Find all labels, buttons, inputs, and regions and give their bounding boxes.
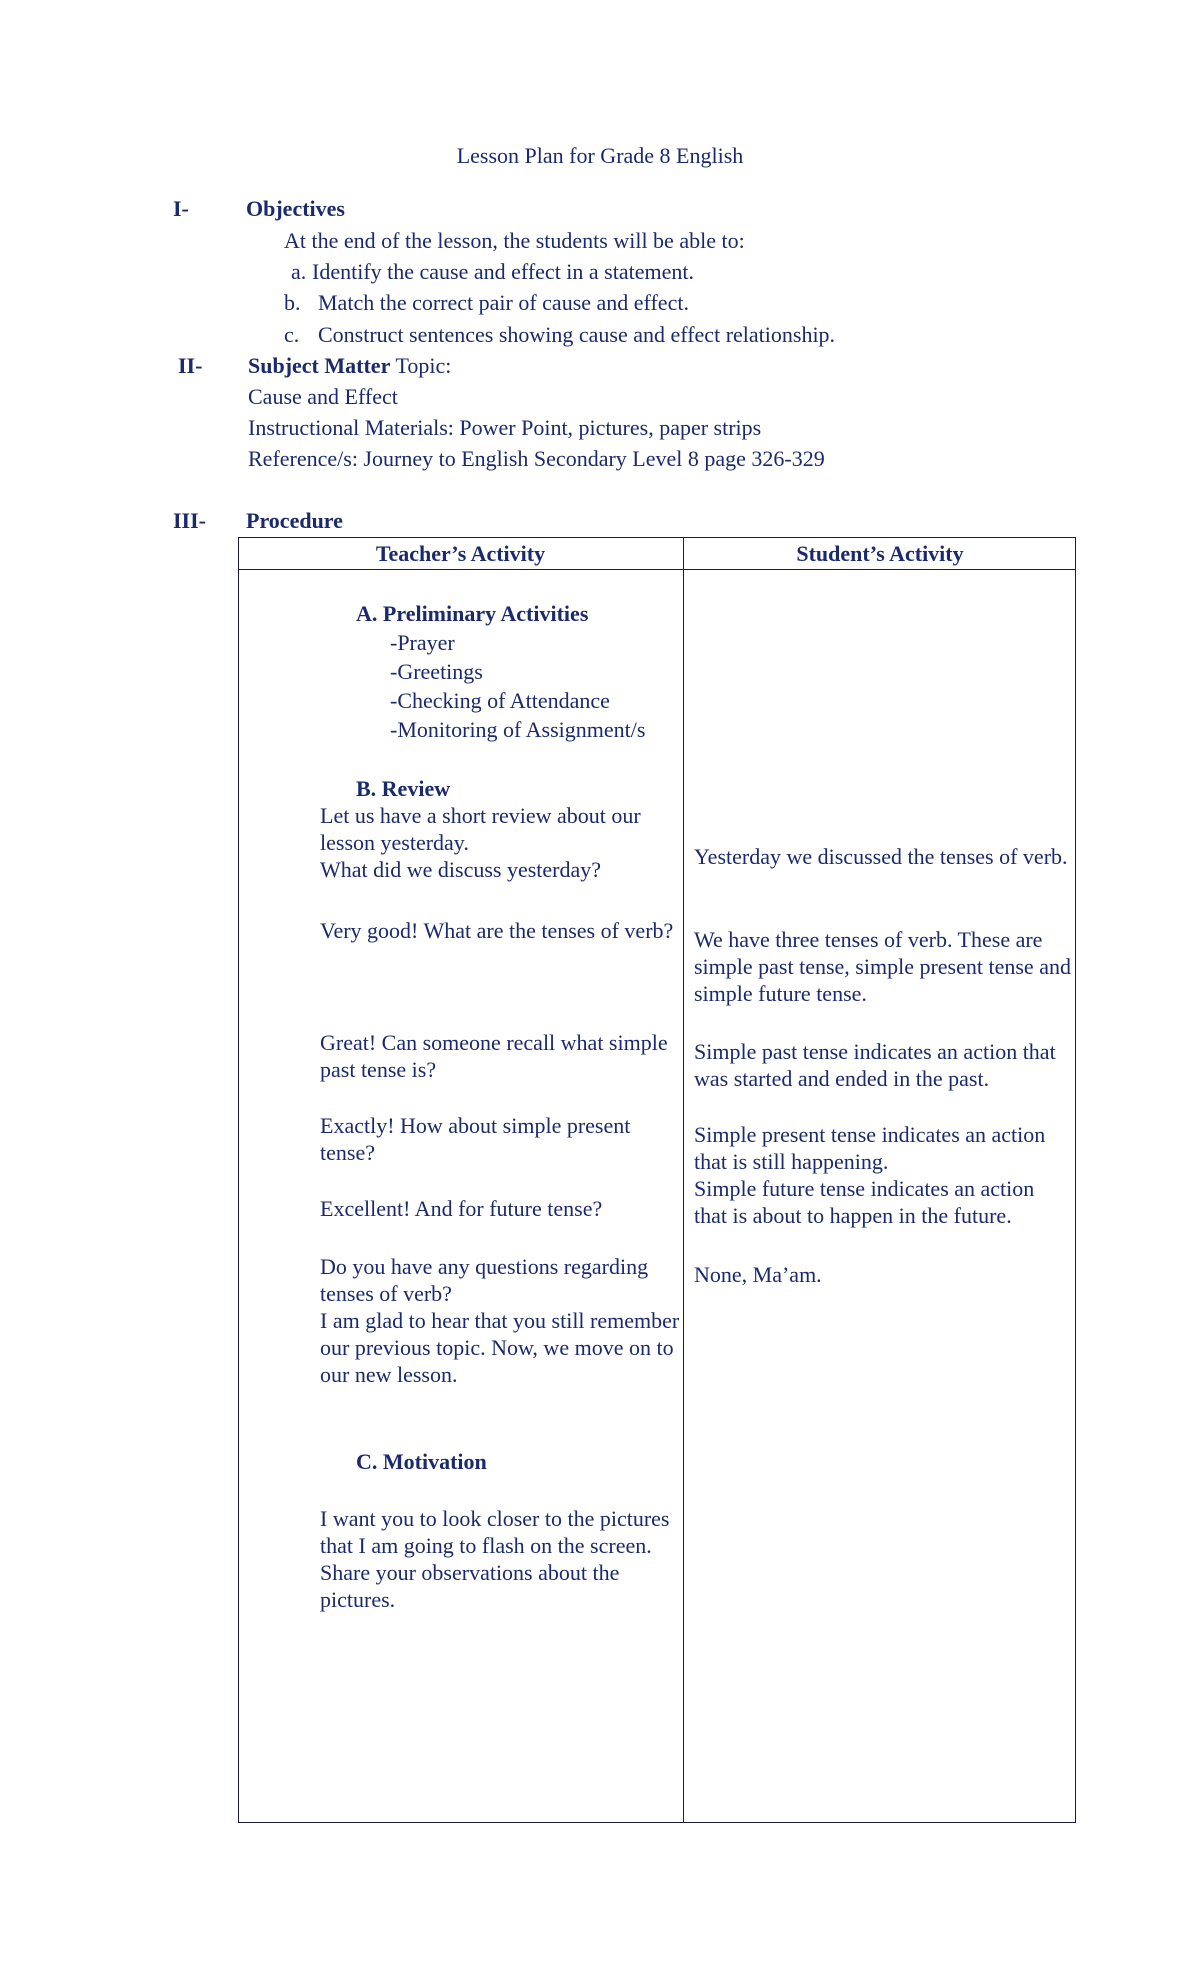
objectives-intro: At the end of the lesson, the students will be able to: [284,228,745,253]
teacher-review-line: Exactly! How about simple present tense? [320,1113,631,1165]
subject-matter-heading: Subject Matter [248,353,391,378]
preliminary-heading: A. Preliminary Activities [356,601,589,626]
subject-matter-line [248,355,451,377]
table-header-divider [238,569,1076,570]
preliminary-item: -Monitoring of Assignment/s [390,717,646,742]
teacher-review-line: Let us have a short review about our lesson yesterday. What did we discuss yesterday? [320,803,641,882]
section-numeral-subject-matter: II- [178,353,203,378]
student-review-line: Yesterday we discussed the tenses of verb. [694,844,1068,869]
teacher-review-line: Very good! What are the tenses of verb? [320,918,674,943]
teacher-review-line: Do you have any questions regarding tenses of verb? I am glad to hear that you still remember our previous topic. Now, we move on to our new lesson. [320,1254,680,1387]
objective-marker-b: b. [284,290,301,315]
objective-marker-a: a. [291,259,307,284]
preliminary-item: -Greetings [390,659,483,684]
teacher-review-line: Great! Can someone recall what simple past tense is? [320,1030,668,1082]
teacher-motivation-text: I want you to look closer to the pictures that I am going to flash on the screen. Share your observations about the pictures. [320,1506,670,1612]
objective-marker-c: c. [284,322,300,347]
objective-item-b: Match the correct pair of cause and effect. [318,290,689,315]
preliminary-item: -Checking of Attendance [390,688,610,713]
student-review-line: Simple past tense indicates an action that was started and ended in the past. [694,1039,1056,1091]
section-numeral-procedure: III- [173,508,207,533]
procedure-heading: Procedure [246,508,343,533]
motivation-heading: C. Motivation [356,1449,487,1474]
review-heading: B. Review [356,776,451,801]
preliminary-item: -Prayer [390,630,455,655]
objective-item-a: Identify the cause and effect in a statement. [312,259,694,284]
header-teacher-activity: Teacher’s Activity [375,541,546,566]
student-review-line: Simple present tense indicates an action that is still happening. Simple future tense indicates an action that is about to happen in the future. [694,1122,1046,1228]
student-review-line: We have three tenses of verb. These are simple past tense, simple present tense and simple future tense. [694,927,1071,1006]
header-student-activity: Student’s Activity [796,541,964,566]
teacher-review-line: Excellent! And for future tense? [320,1196,603,1221]
objective-item-c: Construct sentences showing cause and effect relationship. [318,322,836,347]
section-numeral-objectives: I- [173,196,189,221]
topic-value: Cause and Effect [248,384,398,409]
reference: Reference/s: Journey to English Secondary Level 8 page 326-329 [248,446,825,471]
student-review-line: None, Ma’am. [694,1262,822,1287]
objectives-heading: Objectives [246,196,345,221]
topic-label: Topic: [395,353,452,378]
table-column-divider [683,537,684,1823]
document-title: Lesson Plan for Grade 8 English [456,143,744,168]
instructional-materials: Instructional Materials: Power Point, pictures, paper strips [248,415,762,440]
